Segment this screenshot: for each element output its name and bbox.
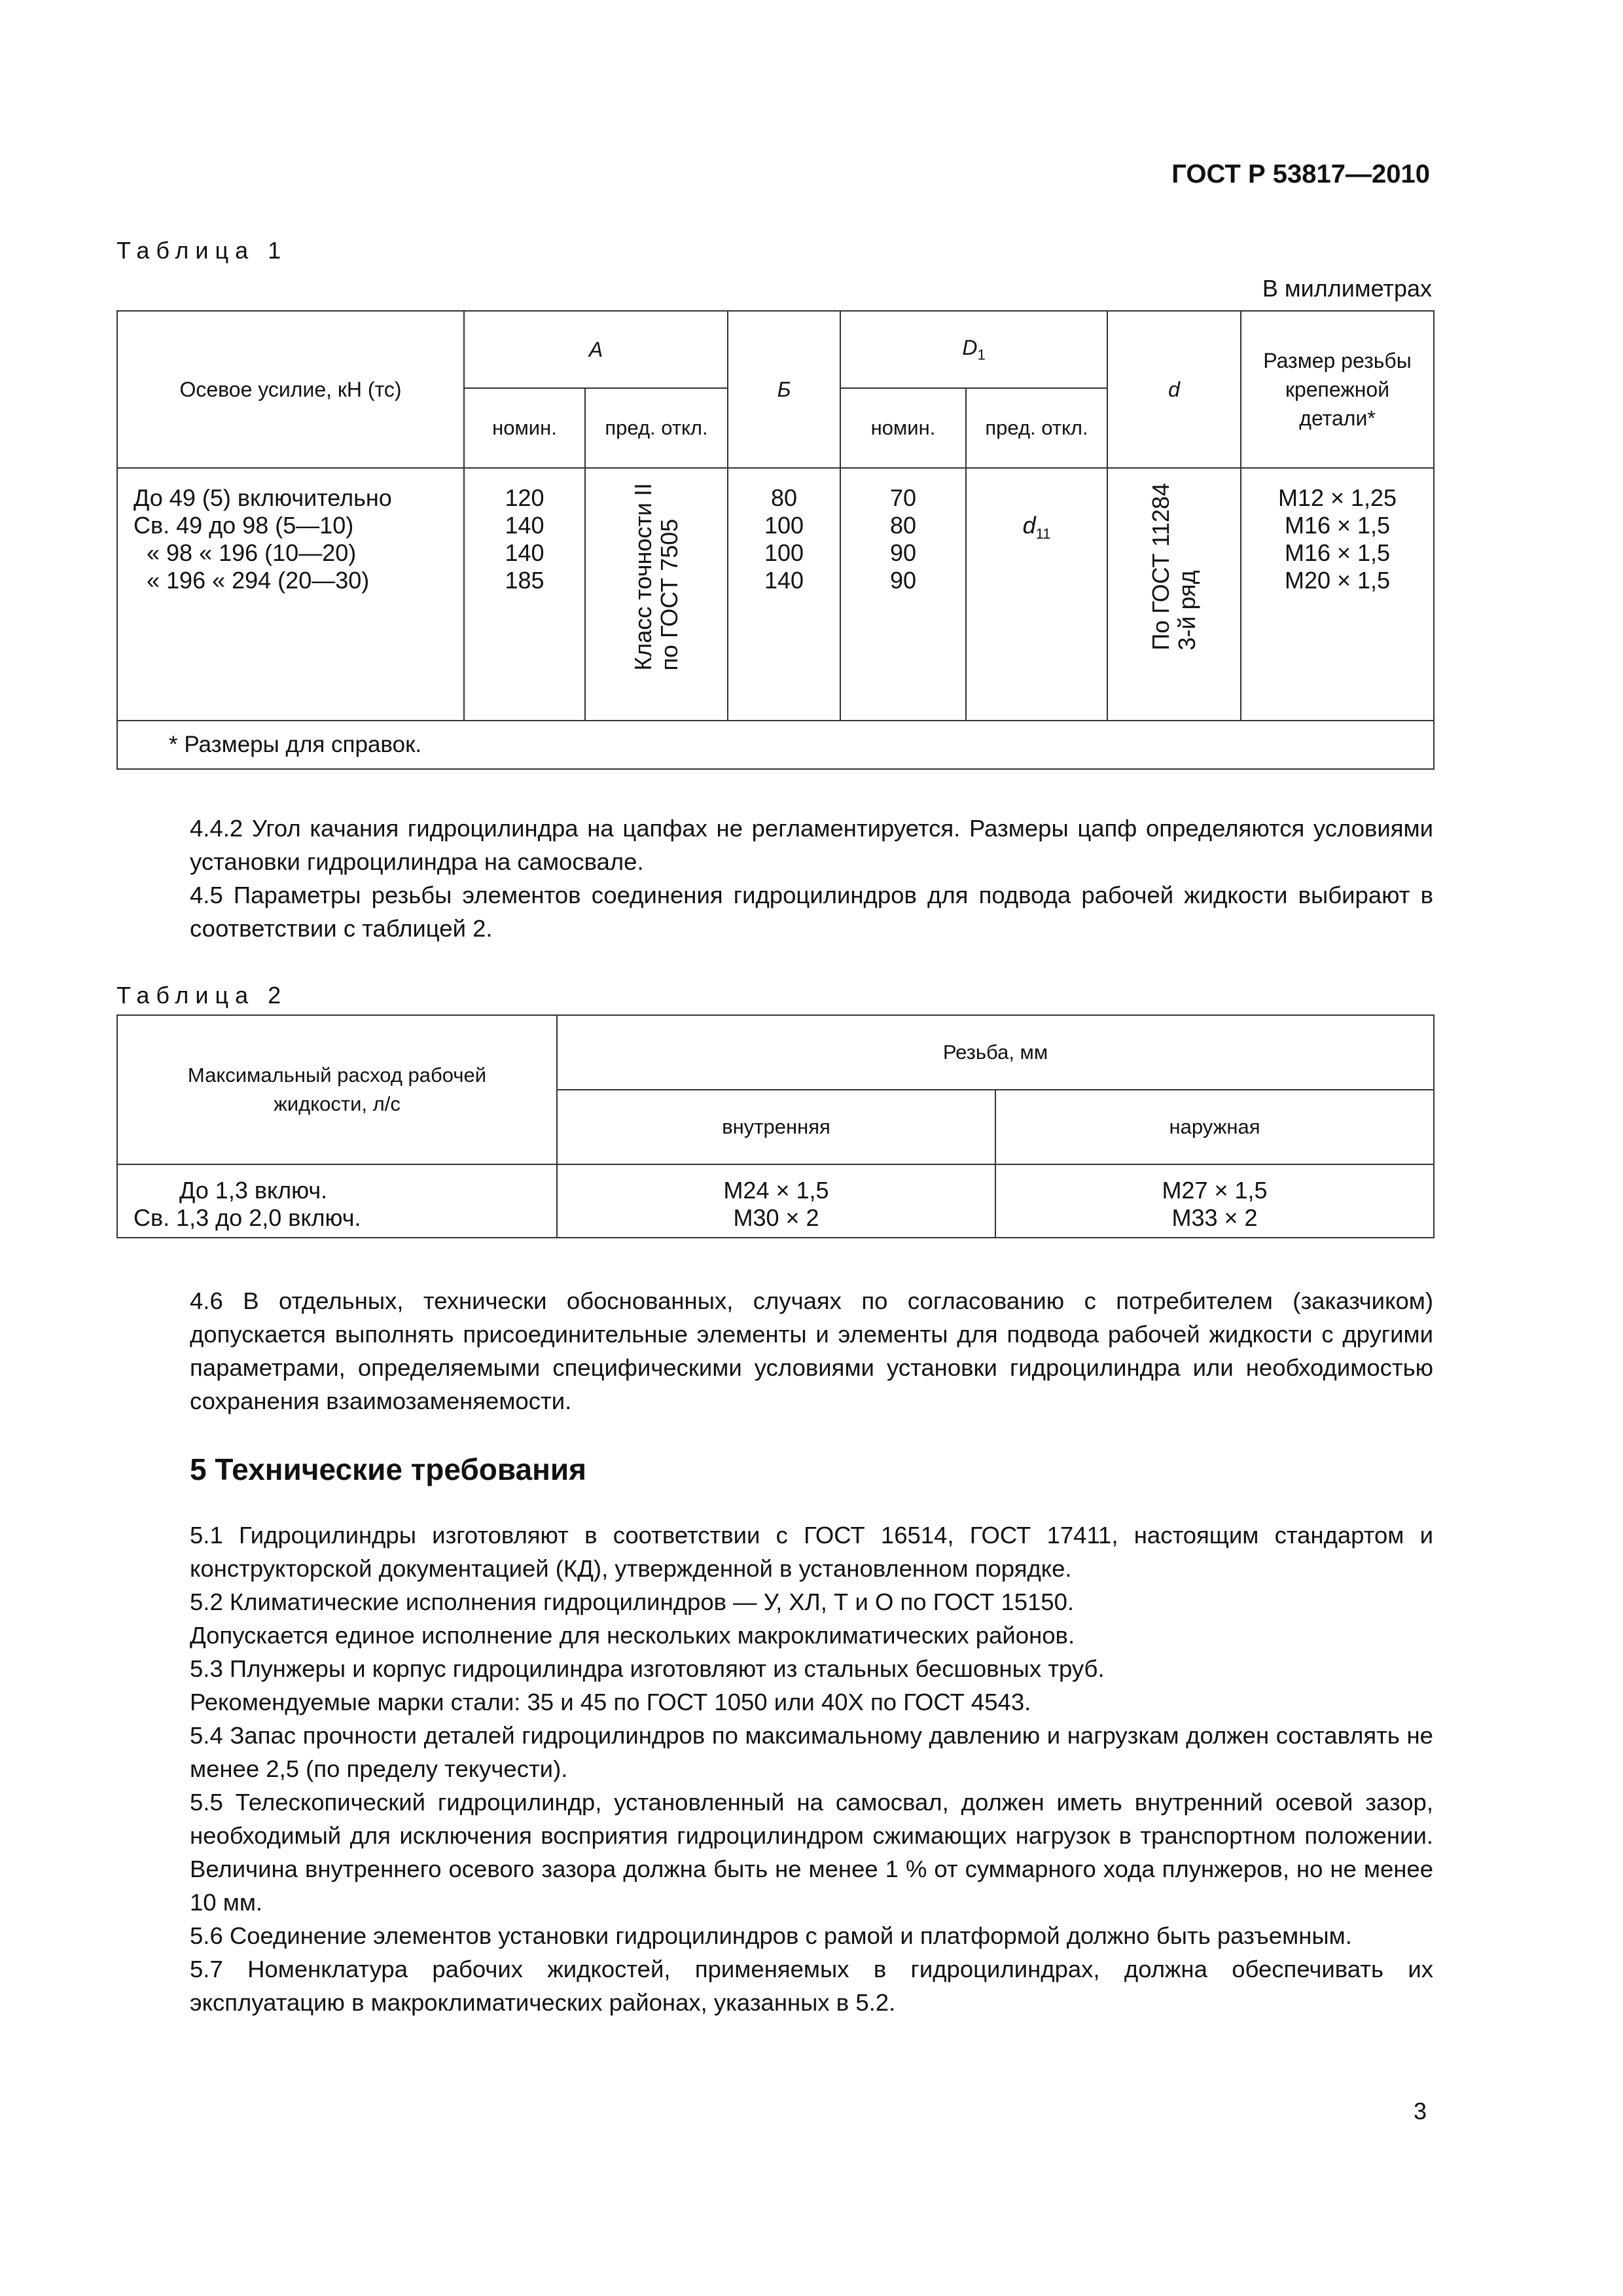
paragraph: 5.7 Номенклатура рабочих жидкостей, применяемых в гидроцилиндрах, должна обеспечивать их эксплуатацию в макроклиматических районах, указанных в 5.2. bbox=[190, 1956, 1433, 2016]
t1-A-value: 140 bbox=[505, 539, 544, 566]
paragraph: 5.3 Плунжеры и корпус гидроцилиндра изготовляют из стальных бесшовных труб. bbox=[190, 1655, 1105, 1682]
t2-outer-value: M27 × 1,5 bbox=[1162, 1177, 1268, 1204]
t1-header-thread: Размер резьбы крепежной детали* bbox=[1241, 311, 1434, 468]
section-5-title: 5 Технические требования bbox=[190, 1452, 586, 1486]
paragraph: 4.6 В отдельных, технически обоснованных, случаях по согласованию с потребителем (заказчиком) допускается выполнять присоединительные элементы и элементы для подвода рабочей жидкости с другими параметрами, определяемыми специфическими условиями установки гидроцилиндра или необходимостью сохранения взаимозаменяемости. bbox=[190, 1287, 1433, 1414]
t2-flow-row: Св. 1,3 до 2,0 включ. bbox=[134, 1204, 361, 1231]
t1-header-A-nom: номин. bbox=[464, 388, 585, 468]
t1-A-nom-cell bbox=[464, 468, 585, 721]
paragraph-4-6 bbox=[116, 1284, 1433, 1418]
table2-caption: Таблица 2 bbox=[116, 982, 288, 1009]
t1-footnote: * Размеры для справок. bbox=[117, 721, 1434, 769]
table2 bbox=[116, 1014, 1435, 1238]
t1-force-row: « 196 « 294 (20—30) bbox=[147, 567, 370, 594]
section-5-body bbox=[116, 1518, 1433, 2019]
t2-header-flow: Максимальный расход рабочей жидкости, л/с bbox=[117, 1015, 557, 1164]
t1-D1-value: 80 bbox=[889, 512, 917, 539]
page-number: 3 bbox=[1413, 2098, 1427, 2125]
t1-D1-nom-cell bbox=[840, 468, 966, 721]
t1-B-value: 140 bbox=[764, 567, 804, 594]
t1-D1-dev-text: $d_{11}$ bbox=[1022, 512, 1051, 543]
t2-outer-cell bbox=[995, 1164, 1434, 1238]
t1-header-A: A bbox=[464, 311, 728, 388]
t1-header-d: d bbox=[1107, 311, 1241, 468]
t1-B-value: 80 bbox=[770, 484, 798, 511]
t1-header-A-dev: пред. откл. bbox=[585, 388, 728, 468]
t1-thread-value: M20 × 1,5 bbox=[1284, 567, 1391, 594]
t1-header-D1: $D_1$ bbox=[840, 311, 1107, 388]
t1-B-value: 100 bbox=[764, 512, 804, 539]
t1-A-dev-text: Класс точности II по ГОСТ 7505 bbox=[630, 483, 683, 671]
paragraph: Допускается единое исполнение для нескольких макроклиматических районов. bbox=[190, 1622, 1075, 1649]
t1-header-B: Б bbox=[728, 311, 840, 468]
table1-units: В миллиметрах bbox=[1262, 275, 1432, 302]
t1-A-value: 140 bbox=[505, 512, 544, 539]
t1-A-dev-cell bbox=[585, 468, 728, 721]
t1-thread-cell bbox=[1241, 468, 1434, 721]
t2-header-outer: наружная bbox=[995, 1090, 1434, 1164]
t1-A-value: 120 bbox=[505, 484, 544, 511]
paragraphs-4-4-2-and-4-5 bbox=[116, 812, 1433, 945]
t1-D1-value: 90 bbox=[889, 539, 917, 566]
t1-thread-value: M16 × 1,5 bbox=[1284, 512, 1391, 539]
paragraph: 5.5 Телескопический гидроцилиндр, установленный на самосвал, должен иметь внутренний осевой зазор, необходимый для исключения восприятия гидроцилиндром сжимающих нагрузок в транспортном положении. Величина внутреннего осевого зазора должна быть не менее 1 % от суммарного хода плунжеров, но не менее 10 мм. bbox=[190, 1789, 1433, 1916]
t2-flow-row: До 1,3 включ. bbox=[179, 1177, 328, 1204]
paragraph: 5.6 Соединение элементов установки гидроцилиндров с рамой и платформой должно быть разъемным. bbox=[190, 1922, 1352, 1949]
document-id: ГОСТ Р 53817—2010 bbox=[1171, 160, 1430, 188]
table1 bbox=[116, 310, 1435, 770]
t2-inner-value: M24 × 1,5 bbox=[723, 1177, 829, 1204]
t1-d-cell bbox=[1107, 468, 1241, 721]
t2-inner-cell bbox=[557, 1164, 995, 1238]
paragraph: 5.2 Климатические исполнения гидроцилиндров — У, ХЛ, Т и О по ГОСТ 15150. bbox=[190, 1588, 1075, 1615]
t1-header-force: Осевое усилие, кН (тс) bbox=[117, 311, 464, 468]
t1-force-row: До 49 (5) включительно bbox=[134, 484, 392, 511]
t1-B-cell bbox=[728, 468, 840, 721]
t1-A-value: 185 bbox=[505, 567, 544, 594]
paragraph: Рекомендуемые марки стали: 35 и 45 по ГОСТ 1050 или 40Х по ГОСТ 4543. bbox=[190, 1689, 1031, 1715]
paragraph: 5.1 Гидроцилиндры изготовляют в соответствии с ГОСТ 16514, ГОСТ 17411, настоящим стандартом и конструкторской документацией (КД), утвержденной в установленном порядке. bbox=[190, 1522, 1433, 1582]
t1-D1-value: 70 bbox=[889, 484, 917, 511]
t2-outer-value: M33 × 2 bbox=[1171, 1204, 1258, 1231]
t1-header-D1-dev: пред. откл. bbox=[966, 388, 1107, 468]
t1-d-text: По ГОСТ 11284 3-й ряд bbox=[1147, 483, 1201, 651]
t1-thread-value: M12 × 1,25 bbox=[1277, 484, 1397, 511]
t2-header-thread: Резьба, мм bbox=[557, 1015, 1434, 1090]
t2-header-inner: внутренняя bbox=[557, 1090, 995, 1164]
t1-force-cell bbox=[117, 468, 464, 721]
t1-D1-value: 90 bbox=[889, 567, 917, 594]
t1-D1-dev-cell bbox=[966, 468, 1107, 721]
t1-thread-value: M16 × 1,5 bbox=[1284, 539, 1391, 566]
t1-header-D1-nom: номин. bbox=[840, 388, 966, 468]
t2-flow-cell bbox=[117, 1164, 557, 1238]
paragraph: 4.5 Параметры резьбы элементов соединения гидроцилиндров для подвода рабочей жидкости выбирают в соответствии с таблицей 2. bbox=[190, 882, 1433, 942]
t1-force-row: « 98 « 196 (10—20) bbox=[147, 539, 357, 566]
t2-inner-value: M30 × 2 bbox=[733, 1204, 819, 1231]
table1-caption: Таблица 1 bbox=[116, 237, 288, 264]
t1-B-value: 100 bbox=[764, 539, 804, 566]
t1-force-row: Св. 49 до 98 (5—10) bbox=[134, 512, 354, 539]
paragraph: 4.4.2 Угол качания гидроцилиндра на цапфах не регламентируется. Размеры цапф определяются условиями установки гидроцилиндра на самосвале. bbox=[190, 815, 1433, 875]
paragraph: 5.4 Запас прочности деталей гидроцилиндров по максимальному давлению и нагрузкам должен составлять не менее 2,5 (по пределу текучести). bbox=[190, 1722, 1433, 1782]
